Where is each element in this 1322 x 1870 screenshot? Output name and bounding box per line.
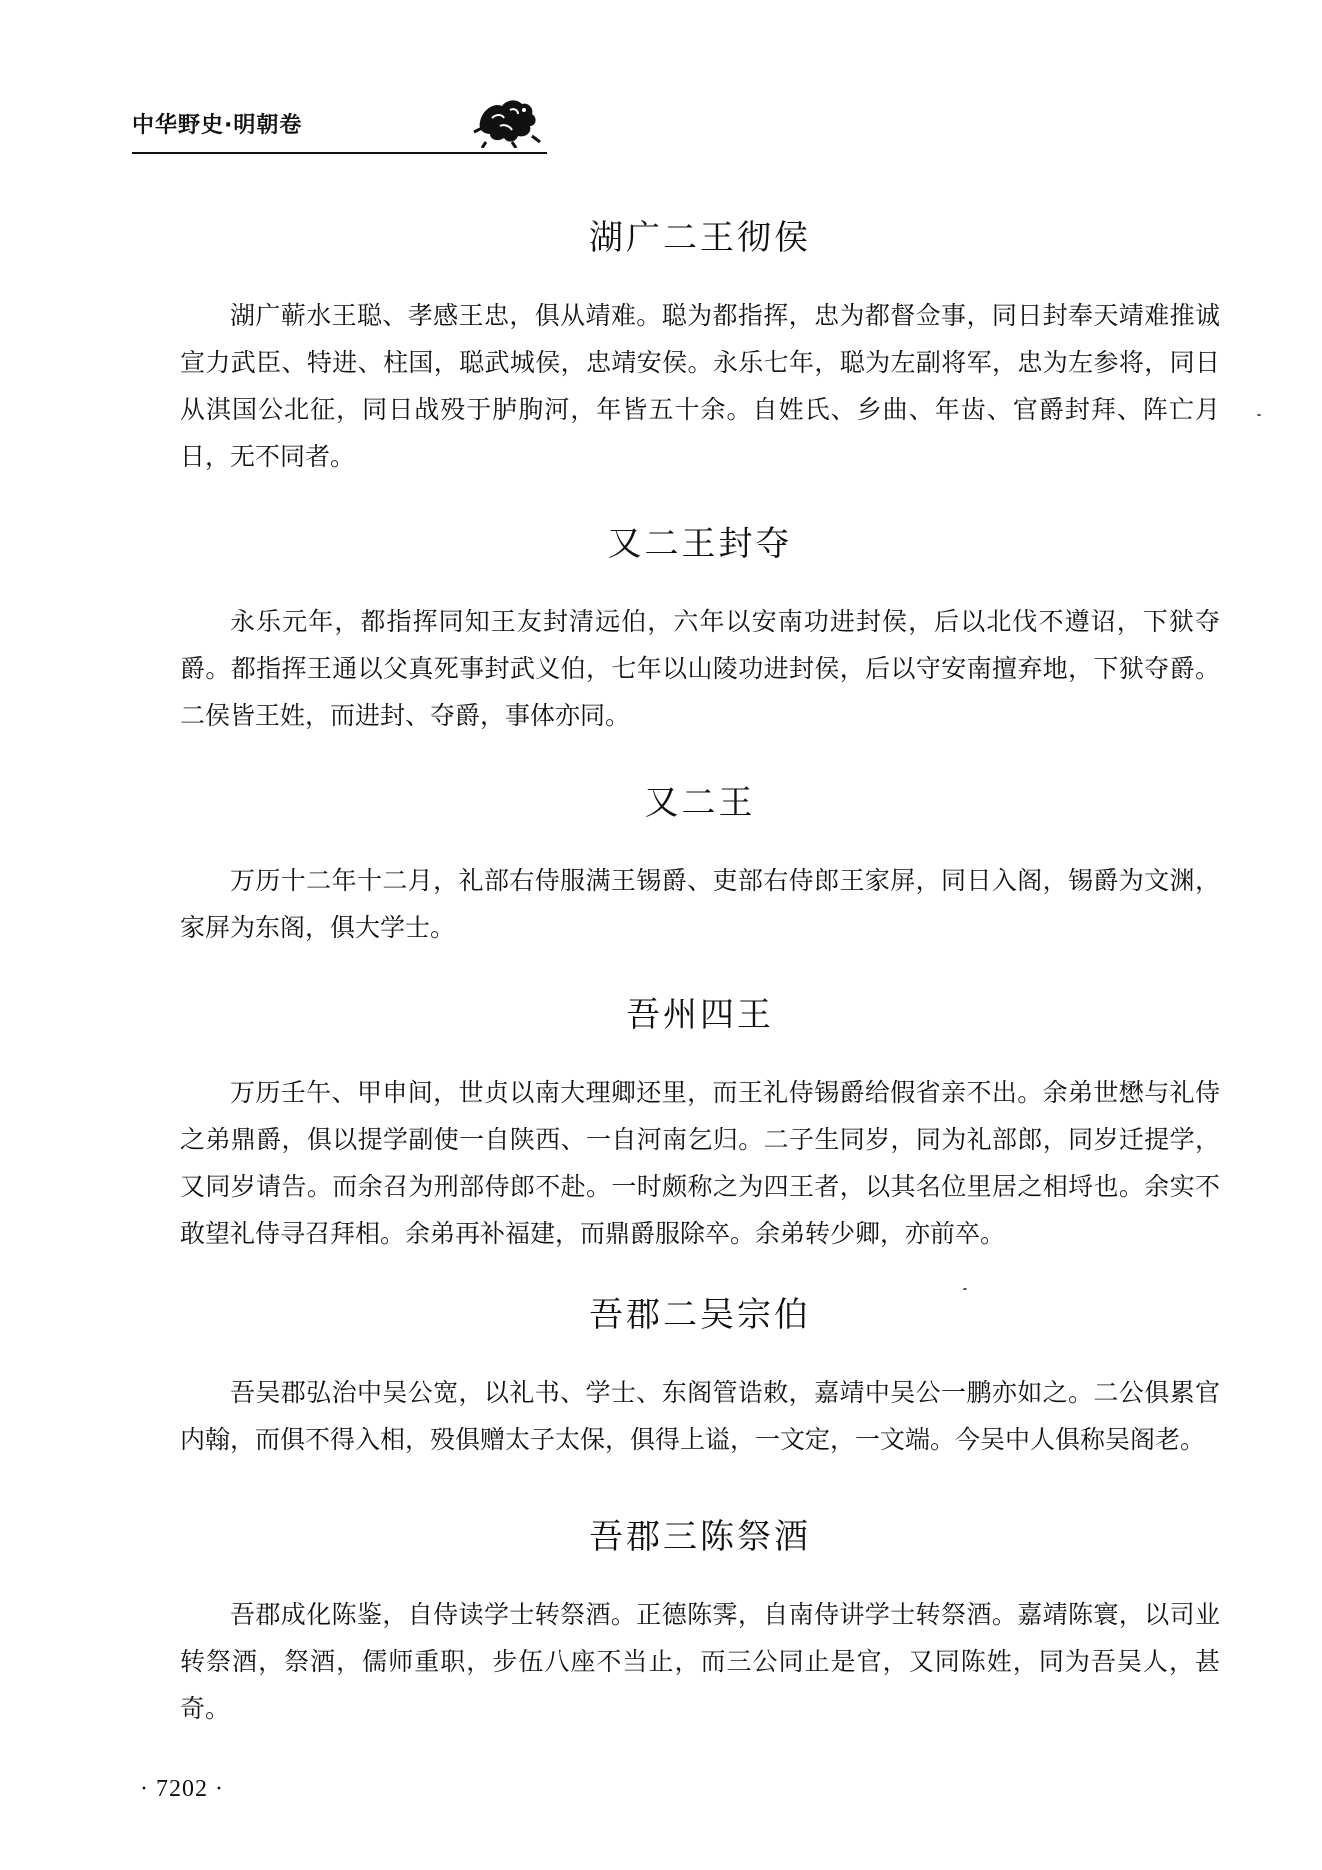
section <box>180 208 1220 480</box>
section-title: 又二王封夺 <box>607 524 793 564</box>
scan-speck <box>963 1288 967 1290</box>
section <box>180 1285 1220 1463</box>
dragon-icon <box>472 92 542 148</box>
section-body: 吾吴郡弘治中吴公宽，以礼书、学士、东阁管诰敕，嘉靖中吴公一鹏亦如之。二公俱累官内翰，而俱不得入相，殁俱赠太子太保，俱得上谥，一文定，一文端。今吴中人俱称吴阁老。 <box>180 1378 1220 1454</box>
section-title: 又二王 <box>644 783 756 823</box>
page-number: · 7202 · <box>140 1776 224 1802</box>
section <box>180 773 1220 951</box>
section-body: 万历十二年十二月，礼部右侍服满王锡爵、吏部右侍郎王家屏，同日入阁，锡爵为文渊，家屏为东阁，俱大学士。 <box>180 866 1220 942</box>
section-body: 永乐元年，都指挥同知王友封清远伯，六年以安南功进封侯，后以北伐不遵诏，下狱夺爵。都指挥王通以父真死事封武义伯，七年以山陵功进封侯，后以守安南擅弃地，下狱夺爵。二侯皆王姓，而进封、夺爵，事体亦同。 <box>180 607 1220 730</box>
running-header <box>132 102 552 158</box>
section-title: 湖广二王彻侯 <box>589 218 811 258</box>
running-title: 中华野史·明朝卷 <box>132 113 303 138</box>
header-rule <box>132 152 547 154</box>
section-body: 万历壬午、甲申间，世贞以南大理卿还里，而王礼侍锡爵给假省亲不出。余弟世懋与礼侍之弟鼎爵，俱以提学副使一自陕西、一自河南乞归。二子生同岁，同为礼部郎，同岁迁提学，又同岁请告。而余召为刑部侍郎不赴。一时颇称之为四王者，以其名位里居之相埒也。余实不敢望礼侍寻召拜相。余弟再补福建，而鼎爵服除卒。余弟转少卿，亦前卒。 <box>180 1078 1220 1248</box>
section-title: 吾州四王 <box>626 995 774 1035</box>
section <box>180 514 1220 739</box>
section-title: 吾郡三陈祭酒 <box>589 1517 811 1557</box>
section <box>180 1507 1220 1732</box>
section-body: 湖广蕲水王聪、孝感王忠，俱从靖难。聪为都指挥，忠为都督佥事，同日封奉天靖难推诚宣力武臣、特进、柱国，聪武城侯，忠靖安侯。永乐七年，聪为左副将军，忠为左参将，同日从淇国公北征，同日战殁于胪朐河，年皆五十余。自姓氏、乡曲、年齿、官爵封拜、阵亡月日，无不同者。 <box>180 301 1220 471</box>
section-title: 吾郡二吴宗伯 <box>589 1295 811 1335</box>
page-content <box>180 200 1220 1732</box>
section-body: 吾郡成化陈鉴，自侍读学士转祭酒。正德陈霁，自南侍讲学士转祭酒。嘉靖陈寰，以司业转祭酒，祭酒，儒师重职，步伍八座不当止，而三公同止是官，又同陈姓，同为吾吴人，甚奇。 <box>180 1600 1220 1723</box>
section <box>180 985 1220 1257</box>
scan-speck <box>1257 414 1261 416</box>
